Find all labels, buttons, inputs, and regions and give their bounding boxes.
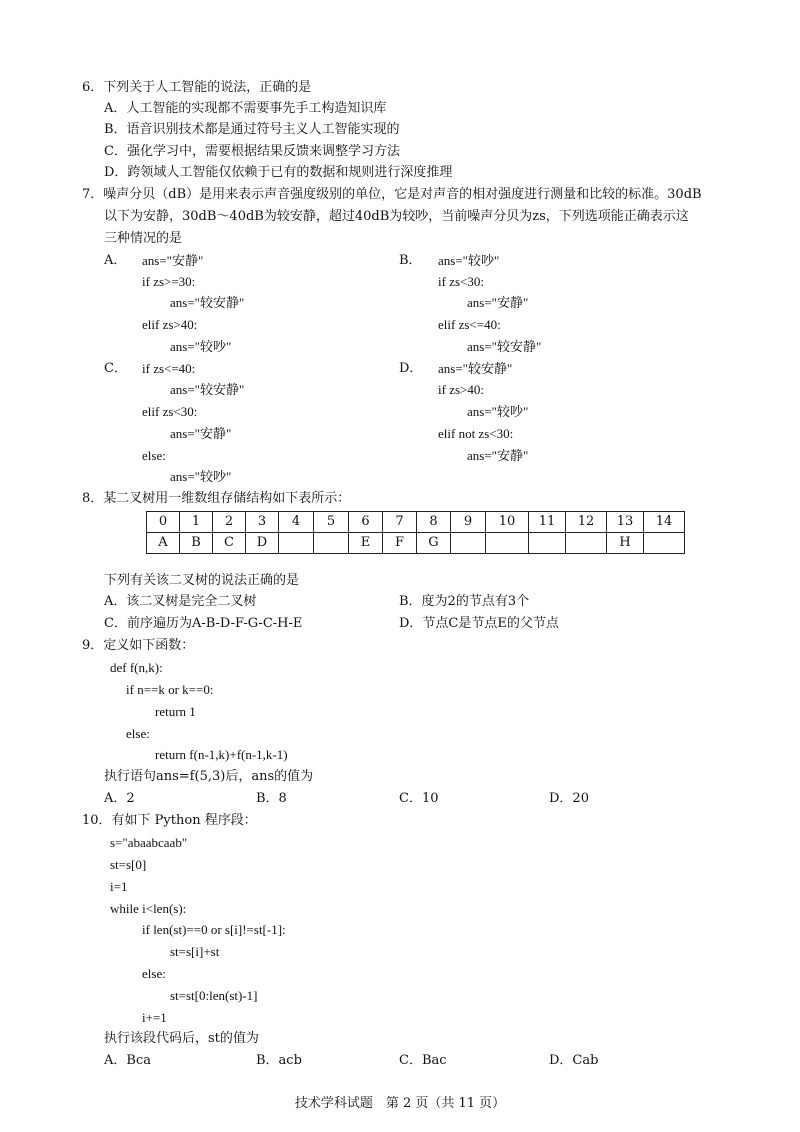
index-cell: 5 <box>314 512 349 533</box>
index-cell: 11 <box>529 512 566 533</box>
index-cell: 4 <box>279 512 314 533</box>
q8-option-a: A．该二叉树是完全二叉树 <box>104 594 257 609</box>
q9-code-line-4: else: <box>126 726 150 741</box>
index-row <box>147 512 685 533</box>
q7-c-line-4: ans="安静" <box>170 426 232 441</box>
q6-option-a: A．人工智能的实现都不需要事先手工构造知识库 <box>104 101 387 116</box>
q10-option-d: D．Cab <box>549 1053 599 1068</box>
index-cell: 7 <box>383 512 417 533</box>
index-cell: 6 <box>349 512 383 533</box>
q7-option-d-label: D． <box>399 361 423 376</box>
q10-option-b: B．acb <box>256 1053 302 1068</box>
q9-option-d: D．20 <box>549 791 589 806</box>
q6-option-b: B．语音识别技术都是通过符号主义人工智能实现的 <box>104 122 400 137</box>
q10-code-line-4: while i<len(s): <box>110 901 187 916</box>
value-cell <box>529 533 566 554</box>
value-cell: C <box>213 533 246 554</box>
q7-d-line-1: ans="较安静" <box>438 361 513 376</box>
q7-b-line-4: elif zs<=40: <box>438 317 501 332</box>
index-cell: 12 <box>566 512 607 533</box>
q7-c-line-5: else: <box>142 448 166 463</box>
value-row <box>147 533 685 554</box>
value-cell: F <box>383 533 417 554</box>
q7-d-line-3: ans="较吵" <box>467 404 529 419</box>
q7-stem-line-3: 三种情况的是 <box>104 231 183 246</box>
q9-code-line-3: return 1 <box>155 704 196 719</box>
q8-option-d: D．节点C是节点E的父节点 <box>399 616 559 631</box>
q6-stem: 6．下列关于人工智能的说法，正确的是 <box>82 80 312 95</box>
index-cell: 8 <box>417 512 451 533</box>
q9-option-a: A．2 <box>104 791 135 806</box>
q10-code-line-5: if len(st)==0 or s[i]!=st[-1]: <box>142 922 286 937</box>
q7-b-line-2: if zs<30: <box>438 274 484 289</box>
q9-question: 执行语句ans=f(5,3)后，ans的值为 <box>104 769 314 784</box>
q10-code-line-3: i=1 <box>110 879 128 894</box>
q9-code-line-5: return f(n-1,k)+f(n-1,k-1) <box>155 747 288 762</box>
value-cell: G <box>417 533 451 554</box>
q7-c-line-3: elif zs<30: <box>142 404 198 419</box>
value-cell <box>314 533 349 554</box>
q7-c-line-1: if zs<=40: <box>142 361 196 376</box>
value-cell: E <box>349 533 383 554</box>
q7-stem-line-2: 以下为安静，30dB～40dB为较安静，超过40dB为较吵，当前噪声分贝为zs，下列选项能正确表示这 <box>104 209 689 224</box>
value-cell <box>566 533 607 554</box>
q7-d-line-4: elif not zs<30: <box>438 426 514 441</box>
value-cell: A <box>147 533 180 554</box>
q8-stem: 8．某二叉树用一维数组存储结构如下表所示： <box>82 491 351 506</box>
q6-option-c: C．强化学习中，需要根据结果反馈来调整学习方法 <box>104 144 400 159</box>
q9-option-b: B．8 <box>256 791 287 806</box>
value-cell <box>644 533 685 554</box>
q10-stem: 10．有如下 Python 程序段： <box>82 813 257 828</box>
q10-code-line-7: else: <box>142 966 166 981</box>
index-cell: 0 <box>147 512 180 533</box>
q7-option-a-label: A． <box>104 253 127 268</box>
q7-b-line-1: ans="较吵" <box>438 253 500 268</box>
index-cell: 13 <box>607 512 644 533</box>
q7-c-line-6: ans="较吵" <box>170 469 232 484</box>
q8-option-b: B．度为2的节点有3个 <box>399 594 530 609</box>
array-table <box>146 511 685 554</box>
q10-option-a: A．Bca <box>104 1053 151 1068</box>
q7-d-line-2: if zs>40: <box>438 382 484 397</box>
q10-option-c: C．Bac <box>399 1053 447 1068</box>
q8-question: 下列有关该二叉树的说法正确的是 <box>104 573 300 588</box>
q7-option-c-label: C． <box>104 361 127 376</box>
q6-option-d: D．跨领域人工智能仅依赖于已有的数据和规则进行深度推理 <box>104 165 453 180</box>
value-cell: B <box>180 533 213 554</box>
q10-code-line-9: i+=1 <box>142 1010 167 1025</box>
q9-stem: 9．定义如下函数： <box>82 638 195 653</box>
q10-code-line-8: st=st[0:len(st)-1] <box>170 988 258 1003</box>
q9-code-line-2: if n==k or k==0: <box>126 682 214 697</box>
q9-code-line-1: def f(n,k): <box>110 660 163 675</box>
q10-question: 执行该段代码后，st的值为 <box>104 1031 259 1046</box>
q10-code-line-1: s="abaabcaab" <box>110 835 188 850</box>
index-cell: 3 <box>246 512 279 533</box>
q8-option-c: C．前序遍历为A-B-D-F-G-C-H-E <box>104 616 303 631</box>
page-footer: 技术学科试题 第 2 页（共 11 页） <box>294 1096 506 1111</box>
q7-stem-line-1: 7．噪声分贝（dB）是用来表示声音强度级别的单位，它是对声音的相对强度进行测量和比较的标准。30dB <box>82 187 702 202</box>
q7-d-line-5: ans="安静" <box>467 448 529 463</box>
q7-a-line-5: ans="较吵" <box>170 339 232 354</box>
value-cell <box>451 533 486 554</box>
q7-a-line-4: elif zs>40: <box>142 317 198 332</box>
q7-a-line-2: if zs>=30: <box>142 274 196 289</box>
q7-option-b-label: B． <box>399 253 422 268</box>
index-cell: 9 <box>451 512 486 533</box>
q7-b-line-5: ans="较安静" <box>467 339 542 354</box>
q7-a-line-3: ans="较安静" <box>170 295 245 310</box>
index-cell: 14 <box>644 512 685 533</box>
q7-a-line-1: ans="安静" <box>142 253 204 268</box>
value-cell <box>486 533 529 554</box>
q10-code-line-6: st=s[i]+st <box>170 944 220 959</box>
index-cell: 10 <box>486 512 529 533</box>
value-cell: D <box>246 533 279 554</box>
index-cell: 1 <box>180 512 213 533</box>
q10-code-line-2: st=s[0] <box>110 857 147 872</box>
value-cell <box>279 533 314 554</box>
q9-option-c: C．10 <box>399 791 439 806</box>
value-cell: H <box>607 533 644 554</box>
q7-c-line-2: ans="较安静" <box>170 382 245 397</box>
index-cell: 2 <box>213 512 246 533</box>
q7-b-line-3: ans="安静" <box>467 295 529 310</box>
